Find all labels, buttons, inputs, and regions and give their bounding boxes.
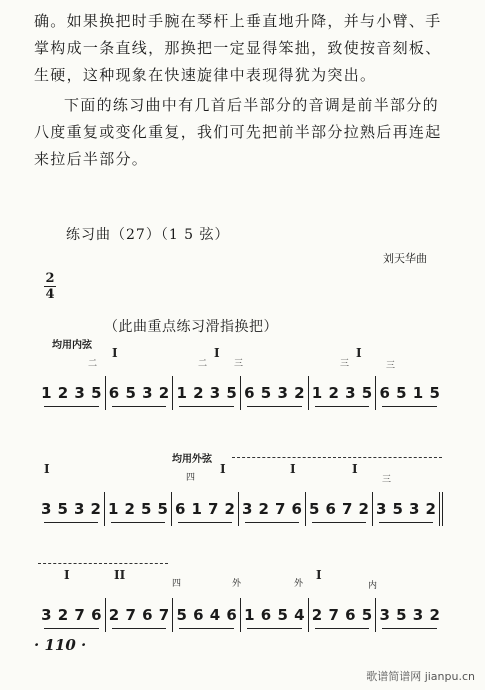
note: 7 (125, 606, 136, 624)
finger-mark: 三 (340, 359, 350, 369)
note: 7 (158, 606, 170, 624)
finger-mark: 四 (186, 473, 196, 483)
measure (172, 492, 239, 526)
note: 7 (74, 606, 85, 624)
position-mark: I (64, 568, 70, 582)
measure (309, 376, 377, 410)
note: 6 (175, 500, 186, 518)
note: 5 (361, 606, 373, 624)
note: 6 (379, 384, 390, 402)
measure (241, 598, 309, 632)
note: 5 (361, 384, 373, 402)
note: 2 (258, 500, 269, 518)
staff-2-measures (38, 492, 443, 526)
beam (247, 406, 302, 407)
note: 6 (345, 606, 356, 624)
measure (239, 492, 306, 526)
staff-2 (38, 462, 443, 526)
exercise-title: 练习曲（27）（1 5 弦） (66, 227, 230, 243)
direction-inner-string: 均用内弦 (52, 340, 92, 351)
measure (106, 376, 174, 410)
beam (379, 522, 433, 523)
note: 6 (325, 500, 336, 518)
time-signature-bottom: 4 (45, 287, 55, 302)
note: 3 (409, 500, 420, 518)
note: 5 (429, 384, 440, 402)
string-dashline (232, 457, 442, 458)
note: 3 (379, 606, 390, 624)
measure (38, 492, 105, 526)
position-mark: I (214, 346, 220, 360)
beam (382, 406, 437, 407)
note: 4 (294, 606, 305, 624)
finger-mark: 三 (382, 475, 392, 485)
note: 6 (226, 606, 237, 624)
measure (173, 376, 241, 410)
note: 5 (176, 606, 187, 624)
note: 6 (142, 606, 153, 624)
position-mark: I (112, 346, 118, 360)
exercise-note: （此曲重点练习滑指换把） (104, 319, 278, 335)
staff-3-measures (38, 598, 443, 632)
note: 6 (291, 500, 302, 518)
time-signature (44, 272, 56, 301)
note: 1 (41, 384, 52, 402)
finger-mark: 三 (234, 359, 244, 369)
note: 2 (158, 384, 170, 402)
note: 1 (191, 500, 202, 518)
note: 2 (124, 500, 135, 518)
finger-mark: 外 (294, 579, 304, 589)
measure (105, 492, 172, 526)
note: 5 (157, 500, 168, 518)
measure (173, 598, 241, 632)
staff-2-marks (38, 462, 443, 492)
measure (241, 376, 309, 410)
note: 7 (342, 500, 353, 518)
note: 2 (358, 500, 369, 518)
time-signature-top: 2 (45, 271, 55, 286)
note: 6 (260, 606, 272, 624)
beam (44, 406, 99, 407)
beam (44, 628, 99, 629)
note: 2 (425, 500, 436, 518)
page-number: · 110 · (34, 636, 87, 654)
beam (179, 628, 234, 629)
measure (106, 598, 174, 632)
paragraph-2: 下面的练习曲中有几首后半部分的音调是前半部分的八度重复或变化重复，我们可先把前半部分拉熟后再连起来拉后半部分。 (34, 96, 442, 168)
composer: 刘天华曲 (383, 252, 427, 265)
note: 3 (412, 606, 424, 624)
beam (245, 522, 299, 523)
beam (178, 522, 232, 523)
note: 2 (311, 606, 323, 624)
position-mark: II (114, 568, 126, 582)
note: 5 (141, 500, 152, 518)
note: 2 (429, 606, 440, 624)
note: 3 (74, 384, 85, 402)
note: 7 (328, 606, 339, 624)
measure (306, 492, 373, 526)
note: 2 (224, 500, 235, 518)
note: 1 (412, 384, 424, 402)
finger-mark: 四 (172, 579, 182, 589)
note: 2 (328, 384, 339, 402)
position-mark: I (356, 346, 362, 360)
note: 5 (396, 606, 407, 624)
note: 3 (242, 500, 253, 518)
measure (309, 598, 377, 632)
note: 3 (41, 606, 52, 624)
note: 3 (277, 384, 288, 402)
note: 4 (209, 606, 221, 624)
position-mark: I (44, 462, 50, 476)
note: 6 (193, 606, 204, 624)
note: 2 (57, 606, 69, 624)
position-mark: I (352, 462, 358, 476)
staff-3 (38, 568, 443, 632)
string-dashline (38, 563, 168, 564)
note: 6 (244, 384, 255, 402)
note: 5 (277, 606, 288, 624)
finger-mark: 外 (232, 579, 242, 589)
position-mark: I (290, 462, 296, 476)
finger-mark: 三 (386, 361, 396, 371)
note: 5 (396, 384, 407, 402)
beam (112, 628, 167, 629)
measure (376, 598, 443, 632)
beam (247, 628, 302, 629)
note: 3 (142, 384, 153, 402)
staff-1-measures (38, 376, 443, 410)
note: 2 (57, 384, 69, 402)
beam (315, 628, 370, 629)
beam (44, 522, 98, 523)
note: 2 (294, 384, 305, 402)
note: 7 (275, 500, 286, 518)
beam (112, 406, 167, 407)
beam (312, 522, 366, 523)
note: 5 (125, 384, 136, 402)
paragraph-1: 确。如果换把时手腕在琴杆上垂直地升降，并与小臂、手掌构成一条直线，那换把一定显得笨拙，致使按音刻板、生硬，这种现象在快速旋律中表现得犹为突出。 (34, 12, 442, 84)
finger-mark: 二 (198, 359, 208, 369)
note: 2 (108, 606, 120, 624)
note: 5 (309, 500, 320, 518)
note: 6 (91, 606, 102, 624)
note: 5 (226, 384, 237, 402)
beam (315, 406, 370, 407)
note: 5 (57, 500, 68, 518)
measure (38, 376, 106, 410)
measure (376, 376, 443, 410)
note: 6 (108, 384, 120, 402)
finger-mark: 二 (88, 359, 98, 369)
note: 5 (392, 500, 403, 518)
note: 1 (244, 606, 255, 624)
position-mark: I (220, 462, 226, 476)
note: 1 (176, 384, 187, 402)
staff-3-marks (38, 568, 443, 598)
measure (38, 598, 106, 632)
note: 2 (90, 500, 101, 518)
note: 5 (260, 384, 272, 402)
note: 5 (91, 384, 102, 402)
note: 1 (311, 384, 323, 402)
note: 7 (208, 500, 219, 518)
finger-mark: 内 (368, 581, 378, 591)
note: 3 (41, 500, 52, 518)
measure (373, 492, 443, 526)
beam (179, 406, 234, 407)
note: 2 (193, 384, 204, 402)
beam (111, 522, 165, 523)
note: 3 (376, 500, 387, 518)
note: 3 (345, 384, 356, 402)
note: 3 (209, 384, 221, 402)
beam (382, 628, 437, 629)
note: 3 (74, 500, 85, 518)
staff-1-marks (38, 346, 443, 376)
note: 1 (108, 500, 119, 518)
watermark: 歌谱简谱网 jianpu.cn (366, 670, 475, 683)
position-mark: I (316, 568, 322, 582)
staff-1 (38, 346, 443, 410)
direction-outer-string: 均用外弦 (172, 454, 212, 465)
